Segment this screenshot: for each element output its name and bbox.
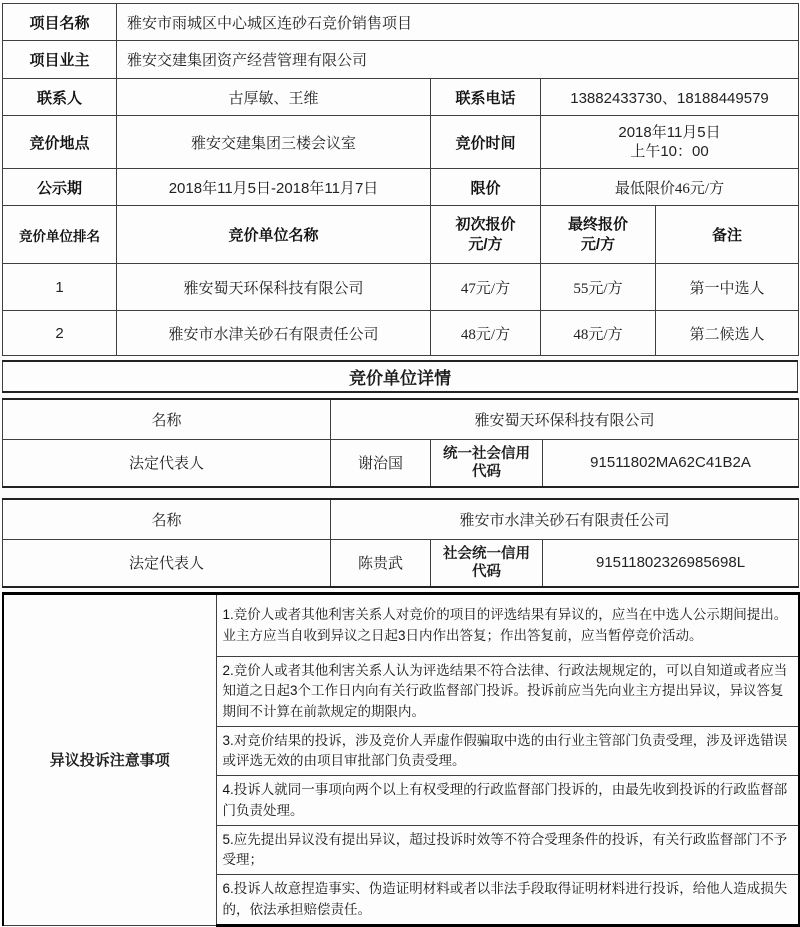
- phone-value: 13882433730、18188449579: [541, 79, 799, 116]
- project-owner-value: 雅安交建集团资产经营管理有限公司: [117, 41, 799, 79]
- bid-first-price: 48元/方: [431, 311, 541, 356]
- bid-remark: 第一中选人: [656, 264, 799, 311]
- bid-first-price: 47元/方: [431, 264, 541, 311]
- table-row: [3, 399, 799, 439]
- auction-location-label: 竞价地点: [3, 116, 117, 169]
- credit-code-label-line1: 社会统一信用: [443, 545, 530, 562]
- bid-remark-header: 备注: [656, 206, 799, 264]
- price-limit-label: 限价: [431, 169, 541, 206]
- company-name-label: 名称: [3, 499, 331, 539]
- bid-remark: 第二候选人: [656, 311, 799, 356]
- company-name-value: 雅安市水津关砂石有限责任公司: [331, 499, 799, 539]
- table-row: [3, 79, 799, 116]
- bid-final-price: 48元/方: [541, 311, 656, 356]
- table-row: [3, 361, 798, 392]
- company-name-label: 名称: [3, 399, 331, 439]
- legal-rep-value: 陈贵武: [331, 539, 431, 587]
- bid-first-price-header-line2: 元/方: [468, 235, 503, 253]
- credit-code-label-line2: 代码: [472, 563, 501, 580]
- credit-code-value: 91511802326985698L: [543, 539, 799, 587]
- bid-row-2: [3, 311, 799, 356]
- bid-first-price-header: [431, 206, 541, 264]
- table-row: [3, 4, 799, 41]
- auction-time-label: 竞价时间: [431, 116, 541, 169]
- auction-time-date: 2018年11月5日: [618, 123, 721, 141]
- bid-final-price: 55元/方: [541, 264, 656, 311]
- contact-label: 联系人: [3, 79, 117, 116]
- project-info-table: [2, 3, 799, 356]
- project-name-label: 项目名称: [3, 4, 117, 41]
- credit-code-value: 91511802MA62C41B2A: [543, 439, 799, 487]
- auction-time-hour: 上午10：00: [630, 143, 709, 160]
- table-row: [3, 116, 799, 169]
- bid-rank: 1: [3, 264, 117, 311]
- table-row: [3, 499, 799, 539]
- bid-final-price-header-line1: 最终报价: [567, 216, 628, 233]
- company-detail-1: [2, 398, 799, 488]
- table-row: [3, 41, 799, 79]
- project-owner-label: 项目业主: [3, 41, 117, 79]
- contact-value: 古厚敏、王维: [117, 79, 431, 116]
- note-item-1: 1.竞价人或者其他利害关系人对竞价的项目的评选结果有异议的，应当在中选人公示期间提出。业主方应当自收到异议之日起3日内作出答复；作出答复前，应当暂停竞价活动。: [216, 594, 799, 657]
- auction-location-value: 雅安交建集团三楼会议室: [117, 116, 431, 169]
- note-item-5: 5.应先提出异议没有提出异议，超过投诉时效等不符合受理条件的投诉，有关行政监督部门不予受理；: [216, 825, 799, 875]
- bid-name-header: 竞价单位名称: [117, 206, 431, 264]
- publicity-period-label: 公示期: [3, 169, 117, 206]
- objection-notes-title: 异议投诉注意事项: [3, 594, 216, 926]
- credit-code-label: [431, 539, 543, 587]
- price-limit-value: 最低限价46元/方: [541, 169, 799, 206]
- publicity-period-value: 2018年11月5日-2018年11月7日: [117, 169, 431, 206]
- bid-final-price-header-line2: 元/方: [580, 235, 616, 253]
- company-name-value: 雅安蜀天环保科技有限公司: [331, 399, 799, 439]
- note-item-2: 2.竞价人或者其他利害关系人认为评选结果不符合法律、行政法规规定的，可以自知道或者应当知道之日起3个工作日内向有关行政监督部门投诉。投诉前应当先向业主方提出异议，异议答复期间不计算在前款规定的期限内。: [216, 657, 799, 727]
- table-row: [3, 539, 799, 587]
- credit-code-label-line1: 统一社会信用: [443, 445, 530, 462]
- table-row: [3, 169, 799, 206]
- table-row: [3, 594, 799, 657]
- note-item-6: 6.投诉人故意捏造事实、伪造证明材料或者以非法手段取得证明材料进行投诉，给他人造成损失的，依法承担赔偿责任。: [216, 875, 799, 926]
- details-section-title: 竞价单位详情: [3, 361, 798, 392]
- project-name-value: 雅安市雨城区中心城区连砂石竞价销售项目: [117, 4, 799, 41]
- auction-time-value: [541, 116, 799, 169]
- note-item-4: 4.投诉人就同一事项向两个以上有权受理的行政监督部门投诉的，由最先收到投诉的行政监督部门负责处理。: [216, 776, 799, 826]
- credit-code-label-line2: 代码: [472, 463, 501, 480]
- bid-rank: 2: [3, 311, 117, 356]
- bid-first-price-header-line1: 初次报价: [455, 216, 516, 233]
- bid-header-row: [3, 206, 799, 264]
- bid-company-name: 雅安市水津关砂石有限责任公司: [117, 311, 431, 356]
- objection-notes-table: [2, 592, 800, 927]
- bid-rank-header: 竞价单位排名: [3, 206, 117, 264]
- legal-rep-label: 法定代表人: [3, 439, 331, 487]
- company-detail-2: [2, 498, 799, 588]
- bid-company-name: 雅安蜀天环保科技有限公司: [117, 264, 431, 311]
- note-item-3: 3.对竞价结果的投诉，涉及竞价人弄虚作假骗取中选的由行业主管部门负责受理，涉及评选错误或评选无效的由项目审批部门负责受理。: [216, 726, 799, 776]
- credit-code-label: [431, 439, 543, 487]
- phone-label: 联系电话: [431, 79, 541, 116]
- bid-row-1: [3, 264, 799, 311]
- legal-rep-label: 法定代表人: [3, 539, 331, 587]
- table-row: [3, 439, 799, 487]
- legal-rep-value: 谢治国: [331, 439, 431, 487]
- bid-final-price-header: [541, 206, 656, 264]
- details-title-table: [2, 360, 798, 393]
